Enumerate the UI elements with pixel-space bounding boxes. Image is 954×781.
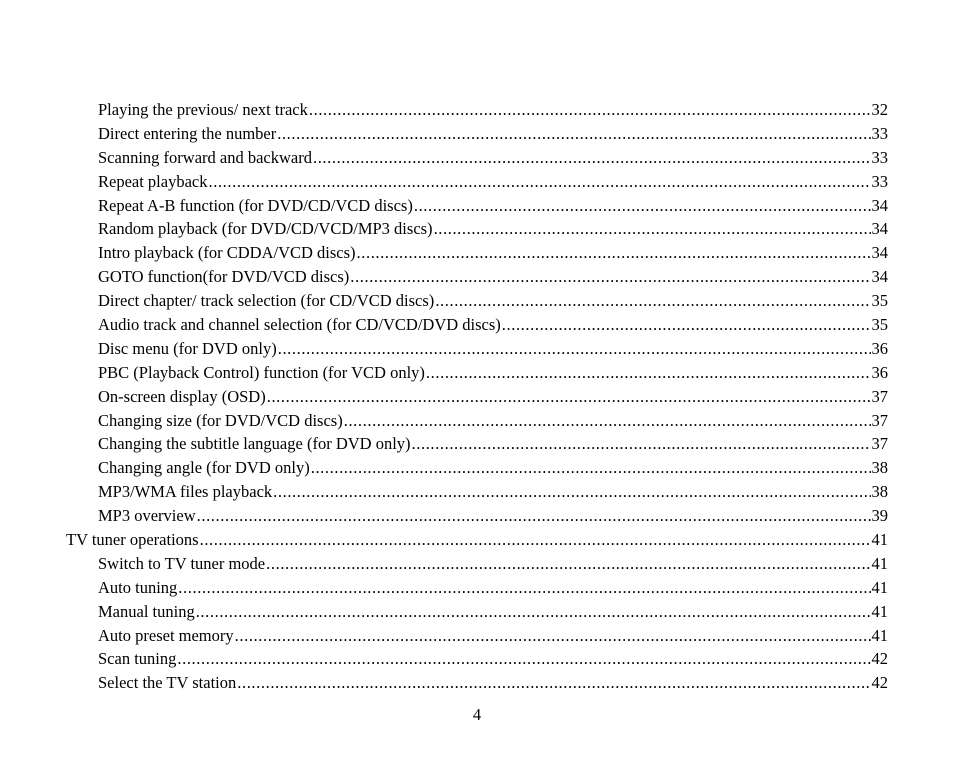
dot-leader — [412, 432, 871, 456]
toc-entry-title: Disc menu (for DVD only) — [98, 338, 277, 358]
dot-leader — [177, 647, 870, 671]
dot-leader — [350, 265, 870, 289]
toc-entry-title: Repeat A-B function (for DVD/CD/VCD discs) — [98, 195, 413, 215]
toc-entry[interactable] — [0, 409, 954, 433]
toc-entry-title: On-screen display (OSD) — [98, 386, 266, 406]
toc-entry-title: Select the TV station — [98, 673, 237, 693]
toc-entry-title: Direct chapter/ track selection (for CD/VCD discs) — [98, 291, 435, 311]
toc-entry[interactable] — [0, 217, 954, 241]
toc-entry-title: PBC (Playback Control) function (for VCD only) — [98, 362, 425, 382]
toc-entry[interactable] — [0, 170, 954, 194]
toc-entry-page: 36 — [871, 338, 888, 358]
dot-leader — [434, 217, 871, 241]
toc-entry-page: 34 — [871, 267, 888, 287]
toc-entry[interactable] — [0, 600, 954, 624]
toc-entry[interactable] — [0, 337, 954, 361]
toc-entry-page: 32 — [871, 100, 888, 119]
toc-entry-title: Repeat playback — [98, 171, 208, 191]
toc-entry-page: 42 — [871, 649, 888, 669]
toc-entry-title: Scanning forward and backward — [98, 147, 312, 167]
dot-leader — [344, 409, 871, 433]
dot-leader — [311, 456, 871, 480]
dot-leader — [273, 480, 870, 504]
toc-entry-page: 37 — [871, 386, 888, 406]
toc-entry-title: MP3 overview — [98, 506, 196, 526]
toc-entry-title: Changing the subtitle language (for DVD only) — [98, 434, 411, 454]
toc-entry-title: MP3/WMA files playback — [98, 482, 273, 502]
toc-entry[interactable] — [0, 265, 954, 289]
dot-leader — [197, 504, 871, 528]
toc-entry-page: 39 — [871, 506, 888, 526]
dot-leader — [178, 576, 870, 600]
toc-entry-page: 33 — [871, 171, 888, 191]
toc-entry-page: 34 — [871, 195, 888, 215]
toc-entry-title: Random playback (for DVD/CD/VCD/MP3 discs) — [98, 219, 433, 239]
toc-entry-page: 33 — [871, 147, 888, 167]
toc-entry-page: 38 — [871, 482, 888, 502]
toc-entry[interactable] — [0, 146, 954, 170]
toc-entry[interactable] — [0, 313, 954, 337]
toc-entry[interactable] — [0, 456, 954, 480]
toc-entry-title: Manual tuning — [98, 601, 195, 621]
toc-entry-page: 41 — [871, 553, 888, 573]
toc-entry[interactable] — [0, 671, 954, 695]
toc-entry-title: Auto preset memory — [98, 625, 234, 645]
toc-section-entry[interactable] — [0, 528, 954, 552]
toc-entry-page: 36 — [871, 362, 888, 382]
dot-leader — [278, 337, 871, 361]
dot-leader — [209, 170, 871, 194]
toc-entry-title: Changing size (for DVD/VCD discs) — [98, 410, 343, 430]
toc-entry-title: Playing the previous/ next track — [98, 100, 308, 119]
dot-leader — [313, 146, 871, 170]
toc-entry[interactable] — [0, 432, 954, 456]
toc-entry-title: Direct entering the number — [98, 123, 277, 143]
table-of-contents — [0, 98, 954, 695]
toc-entry-page: 41 — [871, 625, 888, 645]
toc-entry[interactable] — [0, 480, 954, 504]
toc-entry-title: Auto tuning — [98, 577, 178, 597]
dot-leader — [357, 241, 871, 265]
dot-leader — [414, 194, 871, 218]
toc-entry[interactable] — [0, 647, 954, 671]
dot-leader — [277, 122, 870, 146]
dot-leader — [235, 624, 871, 648]
toc-entry-page: 33 — [871, 123, 888, 143]
dot-leader — [196, 600, 871, 624]
toc-entry[interactable] — [0, 289, 954, 313]
dot-leader — [502, 313, 871, 337]
toc-entry-title: Scan tuning — [98, 649, 177, 669]
dot-leader — [200, 528, 871, 552]
toc-entry-page: 34 — [871, 219, 888, 239]
toc-entry-title: Switch to TV tuner mode — [98, 553, 266, 573]
toc-entry[interactable] — [0, 576, 954, 600]
toc-entry-page: 38 — [871, 458, 888, 478]
toc-entry-page: 41 — [871, 577, 888, 597]
toc-entry-title: Audio track and channel selection (for CD/VCD/DVD discs) — [98, 315, 501, 335]
toc-entry-page: 41 — [871, 601, 888, 621]
toc-entry-title: Intro playback (for CDDA/VCD discs) — [98, 243, 356, 263]
toc-entry-page: 41 — [871, 530, 888, 550]
dot-leader — [309, 98, 871, 122]
toc-entry-page: 37 — [871, 410, 888, 430]
toc-entry-page: 34 — [871, 243, 888, 263]
toc-entry-title: GOTO function(for DVD/VCD discs) — [98, 267, 350, 287]
toc-entry[interactable] — [0, 98, 954, 122]
dot-leader — [267, 385, 871, 409]
dot-leader — [237, 671, 870, 695]
page-number: 4 — [472, 705, 482, 724]
toc-entry[interactable] — [0, 361, 954, 385]
toc-entry-title: Changing angle (for DVD only) — [98, 458, 310, 478]
toc-entry-page: 35 — [871, 291, 888, 311]
dot-leader — [266, 552, 870, 576]
toc-entry[interactable] — [0, 122, 954, 146]
toc-entry[interactable] — [0, 552, 954, 576]
toc-entry-page: 42 — [871, 673, 888, 693]
dot-leader — [435, 289, 870, 313]
toc-entry-page: 35 — [871, 315, 888, 335]
toc-entry-title: TV tuner operations — [66, 530, 199, 550]
toc-entry[interactable] — [0, 385, 954, 409]
toc-entry[interactable] — [0, 241, 954, 265]
toc-entry[interactable] — [0, 194, 954, 218]
toc-entry[interactable] — [0, 624, 954, 648]
dot-leader — [426, 361, 871, 385]
toc-entry[interactable] — [0, 504, 954, 528]
toc-entry-page: 37 — [871, 434, 888, 454]
